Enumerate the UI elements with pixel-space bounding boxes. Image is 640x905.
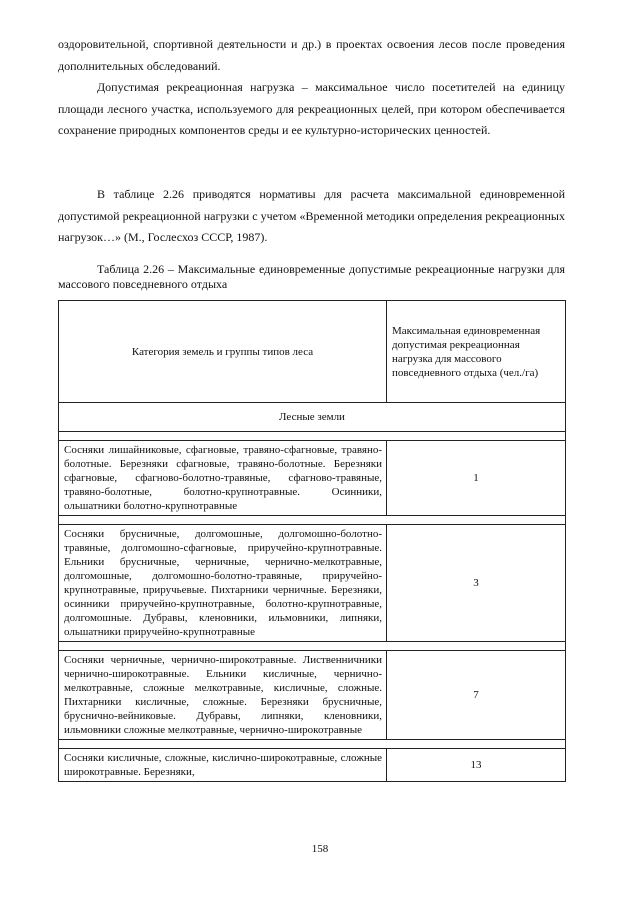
table-row (59, 651, 566, 740)
row-category: Сосняки брусничные, долгомошные, долгомошно-болотно-травяные, долгомошно-сфагновые, приручейно-крупнотравные. Ельники брусничные, черничные, чернично-мелкотравные, долгомошные, долгомошно-болотно-травяные, приручейно-крупнотравные, приручьевые. Пихтарники черничные. Березняки, осинники приручейно-крупнотравные, болотно-крупнотравные, долгомошные. Дубравы, кленовники, ильмовники, липняки, ольшатники приручейно-крупнотравные (59, 525, 387, 642)
section-forest-lands: Лесные земли (59, 403, 566, 432)
table-row (59, 749, 566, 782)
table-row (59, 441, 566, 516)
row-value: 3 (387, 525, 566, 642)
table-caption: Таблица 2.26 – Максимальные единовременные допустимые рекреационные нагрузки для массового повседневного отдыха (58, 262, 565, 291)
table-header-row (59, 301, 566, 403)
row-category: Сосняки лишайниковые, сфагновые, травяно-сфагновые, травяно-болотные. Березняки сфагновые, травяно-болотные. Березняки сфагновые, сфагново-болотно-травяные, сфагново-травяные, травяно-болотные, болотно-крупнотравные. Осинники, ольшатники болотно-крупнотравные (59, 441, 387, 516)
table-row (59, 525, 566, 642)
row-value: 1 (387, 441, 566, 516)
table-section-row (59, 403, 566, 432)
row-value: 13 (387, 749, 566, 782)
row-category: Сосняки черничные, чернично-широкотравные. Лиственничники чернично-широкотравные. Ельники кисличные, чернично-мелкотравные, сложные мелкотравные, кисличные, сложные. Пихтарники кисличные, сложные. Березняки брусничные, бруснично-вейниковые. Дубравы, липняки, кленовники, ильмовники сложные мелкотравные, чернично-широкотравные (59, 651, 387, 740)
paragraph-definition: Допустимая рекреационная нагрузка – максимальное число посетителей на единицу площади лесного участка, используемого для рекреационных целей, при котором обеспечивается сохранение природных компонентов среды и ее культурно-исторических ценностей. (58, 80, 565, 137)
row-value: 7 (387, 651, 566, 740)
page-number: 158 (311, 843, 329, 855)
header-category: Категория земель и группы типов леса (59, 301, 387, 403)
recreational-load-table (58, 300, 566, 782)
header-load: Максимальная единовременная допустимая рекреационная нагрузка для массового повседневного отдыха (чел./га) (387, 301, 566, 403)
paragraph-table-reference: В таблице 2.26 приводятся нормативы для расчета максимальной единовременной допустимой рекреационной нагрузки с учетом «Временной методики определения рекреационных нагрузок…» (М., Гослесхоз СССР, 1987). (58, 187, 565, 244)
row-category: Сосняки кисличные, сложные, кислично-широкотравные, сложные широкотравные. Березняки, (59, 749, 387, 782)
paragraph-continuation: оздоровительной, спортивной деятельности и др.) в проектах освоения лесов после проведения дополнительных обследований. (58, 37, 565, 73)
